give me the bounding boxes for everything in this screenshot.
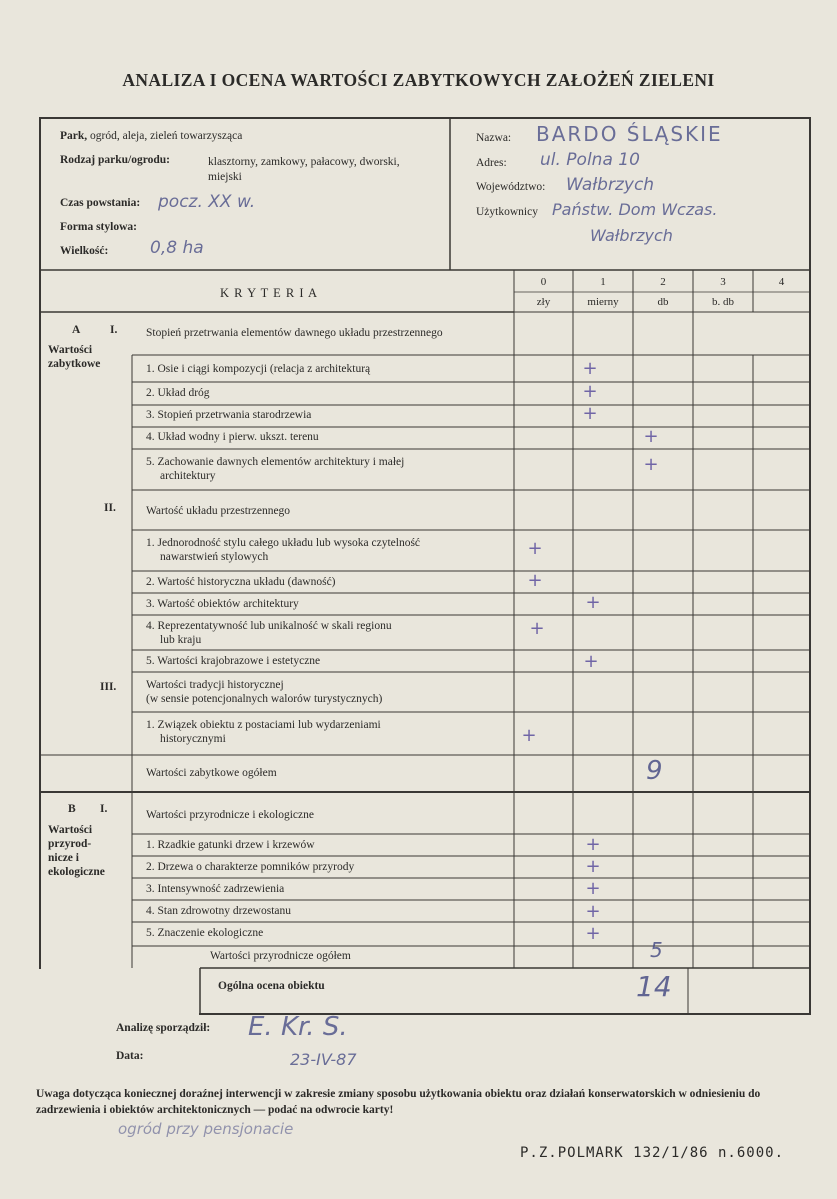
section-a-letter: A <box>72 324 81 336</box>
a2-item-3: 3. Wartość obiektów architektury <box>146 598 299 610</box>
a3-title-1: Wartości tradycji historycznej <box>146 679 284 691</box>
mark-b1-item1-mierny: + <box>585 834 601 855</box>
wielkosc-value: 0,8 ha <box>150 238 204 258</box>
b1-item-4: 4. Stan zdrowotny drzewostanu <box>146 905 291 917</box>
section-a-name-2: zabytkowe <box>48 358 101 370</box>
a-total-value: 9 <box>646 756 663 786</box>
col-2-number: 2 <box>660 276 666 288</box>
a2-item-2: 2. Wartość historyczna układu (dawność) <box>146 576 336 588</box>
mark-a3-item1-zly: + <box>521 725 537 746</box>
a3-item-1-cont: historycznymi <box>160 733 226 745</box>
a2-item-1: 1. Jednorodność stylu całego układu lub wysoka czytelność <box>146 537 421 549</box>
a2-title: Wartość układu przestrzennego <box>146 505 291 517</box>
a3-title-2: (w sensie potencjonalnych walorów turystycznych) <box>146 693 383 705</box>
a2-item-4-cont: lub kraju <box>160 634 202 646</box>
mark-b1-item2-mierny: + <box>585 856 601 877</box>
mark-a2-item3-mierny: + <box>585 592 601 613</box>
section-b-name-4: ekologiczne <box>48 866 105 878</box>
park-label: Park, <box>60 130 88 142</box>
b1-title: Wartości przyrodnicze i ekologiczne <box>146 809 314 821</box>
wielkosc-label: Wielkość: <box>60 245 109 257</box>
b1-item-3: 3. Intensywność zadrzewienia <box>146 883 285 895</box>
print-code: P.Z.POLMARK 132/1/86 n.6000. <box>520 1145 785 1161</box>
rodzaj-options-line2: miejski <box>208 171 242 183</box>
uzytkownicy-value-1: Państw. Dom Wczas. <box>552 200 718 219</box>
mark-a1-item5-db: + <box>643 454 659 475</box>
wojewodztwo-label: Województwo: <box>476 181 546 193</box>
nazwa-label: Nazwa: <box>476 132 512 144</box>
mark-a1-item1-mierny: + <box>582 358 598 379</box>
park-type-options: ogród, aleja, zieleń towarzysząca <box>90 130 243 142</box>
kryteria-heading: K R Y T E R I A <box>220 286 318 300</box>
section-a-roman-2: II. <box>104 502 116 514</box>
czas-value: pocz. XX w. <box>158 192 256 212</box>
a-total-label: Wartości zabytkowe ogółem <box>146 767 277 779</box>
a2-item-1-cont: nawarstwień stylowych <box>160 551 269 563</box>
uzytkownicy-value-2: Wałbrzych <box>590 226 673 245</box>
uzytkownicy-label: Użytkownicy <box>476 206 538 218</box>
data-value: 23-IV-87 <box>290 1050 357 1069</box>
col-2-word: db <box>657 296 669 308</box>
a1-item-2: 2. Układ dróg <box>146 387 210 399</box>
overall-value: 14 <box>636 970 672 1003</box>
mark-b1-item4-mierny: + <box>585 901 601 922</box>
col-1-number: 1 <box>600 276 606 288</box>
section-b-name-3: nicze i <box>48 852 79 864</box>
wojewodztwo-value: Wałbrzych <box>566 175 655 195</box>
handwritten-note: ogród przy pensjonacie <box>118 1120 294 1138</box>
forma-label: Forma stylowa: <box>60 221 137 233</box>
section-b-name-1: Wartości <box>48 824 93 836</box>
section-a-name-1: Wartości <box>48 344 93 356</box>
analiza-signature: E. Kr. S. <box>248 1012 348 1042</box>
col-0-number: 0 <box>540 276 547 288</box>
analiza-label: Analizę sporządził: <box>116 1022 211 1034</box>
a1-item-1: 1. Osie i ciągi kompozycji (relacja z architekturą <box>146 363 371 375</box>
mark-a2-item1-zly: + <box>527 538 543 559</box>
col-0-word: zły <box>536 296 551 308</box>
section-a-roman-1: I. <box>110 324 118 336</box>
section-a-roman-3: III. <box>100 681 117 693</box>
mark-b1-item3-mierny: + <box>585 878 601 899</box>
a2-item-5: 5. Wartości krajobrazowe i estetyczne <box>146 655 321 667</box>
mark-a1-item2-mierny: + <box>582 381 598 402</box>
section-b-roman-1: I. <box>100 803 108 815</box>
a1-item-5-cont: architektury <box>160 470 216 482</box>
a3-item-1: 1. Związek obiektu z postaciami lub wydarzeniami <box>146 719 381 731</box>
col-3-number: 3 <box>720 276 726 288</box>
b1-item-1: 1. Rzadkie gatunki drzew i krzewów <box>146 839 315 851</box>
mark-a2-item4-zly: + <box>529 618 545 639</box>
b1-item-2: 2. Drzewa o charakterze pomników przyrody <box>146 861 355 873</box>
a1-item-5: 5. Zachowanie dawnych elementów architektury i małej <box>146 456 405 468</box>
a2-item-4: 4. Reprezentatywność lub unikalność w skali regionu <box>146 620 392 632</box>
nazwa-value: BARDO ŚLĄSKIE <box>536 122 723 146</box>
adres-value: ul. Polna 10 <box>540 150 640 170</box>
a1-item-4: 4. Układ wodny i pierw. ukszt. terenu <box>146 431 319 443</box>
czas-label: Czas powstania: <box>60 197 141 209</box>
b1-item-5: 5. Znaczenie ekologiczne <box>146 927 264 939</box>
section-b-letter: B <box>68 803 76 815</box>
b-total-value: 5 <box>650 938 663 962</box>
park-line <box>60 130 242 142</box>
col-1-word: mierny <box>587 296 619 308</box>
overall-label: Ogólna ocena obiektu <box>218 980 325 992</box>
b-total-label: Wartości przyrodnicze ogółem <box>210 950 351 962</box>
rodzaj-options-line1: klasztorny, zamkowy, pałacowy, dworski, <box>208 156 400 168</box>
mark-a2-item5-mierny: + <box>583 651 599 672</box>
data-label: Data: <box>116 1050 144 1062</box>
document-title: ANALIZA I OCENA WARTOŚCI ZABYTKOWYCH ZAŁOŻEŃ ZIELENI <box>122 70 715 90</box>
a1-item-3: 3. Stopień przetrwania starodrzewia <box>146 409 312 421</box>
a1-title: Stopień przetrwania elementów dawnego układu przestrzennego <box>146 327 443 339</box>
section-b-name-2: przyrod- <box>48 838 92 850</box>
col-4-number: 4 <box>778 276 785 288</box>
mark-a1-item3-mierny: + <box>582 403 598 424</box>
mark-a1-item4-db: + <box>643 426 659 447</box>
mark-a2-item2-zly: + <box>527 570 543 591</box>
mark-b1-item5-mierny: + <box>585 923 601 944</box>
rodzaj-label: Rodzaj parku/ogrodu: <box>60 154 171 166</box>
intervention-note: Uwaga dotycząca koniecznej doraźnej interwencji w zakresie zmiany sposobu użytkowania obiektu oraz działań konserwatorskich w odniesieniu do zadrzewienia i obiektów architektonicznych — podać na odwrocie karty! <box>36 1088 761 1116</box>
col-3-word: b. db <box>712 296 734 308</box>
adres-label: Adres: <box>476 157 507 169</box>
